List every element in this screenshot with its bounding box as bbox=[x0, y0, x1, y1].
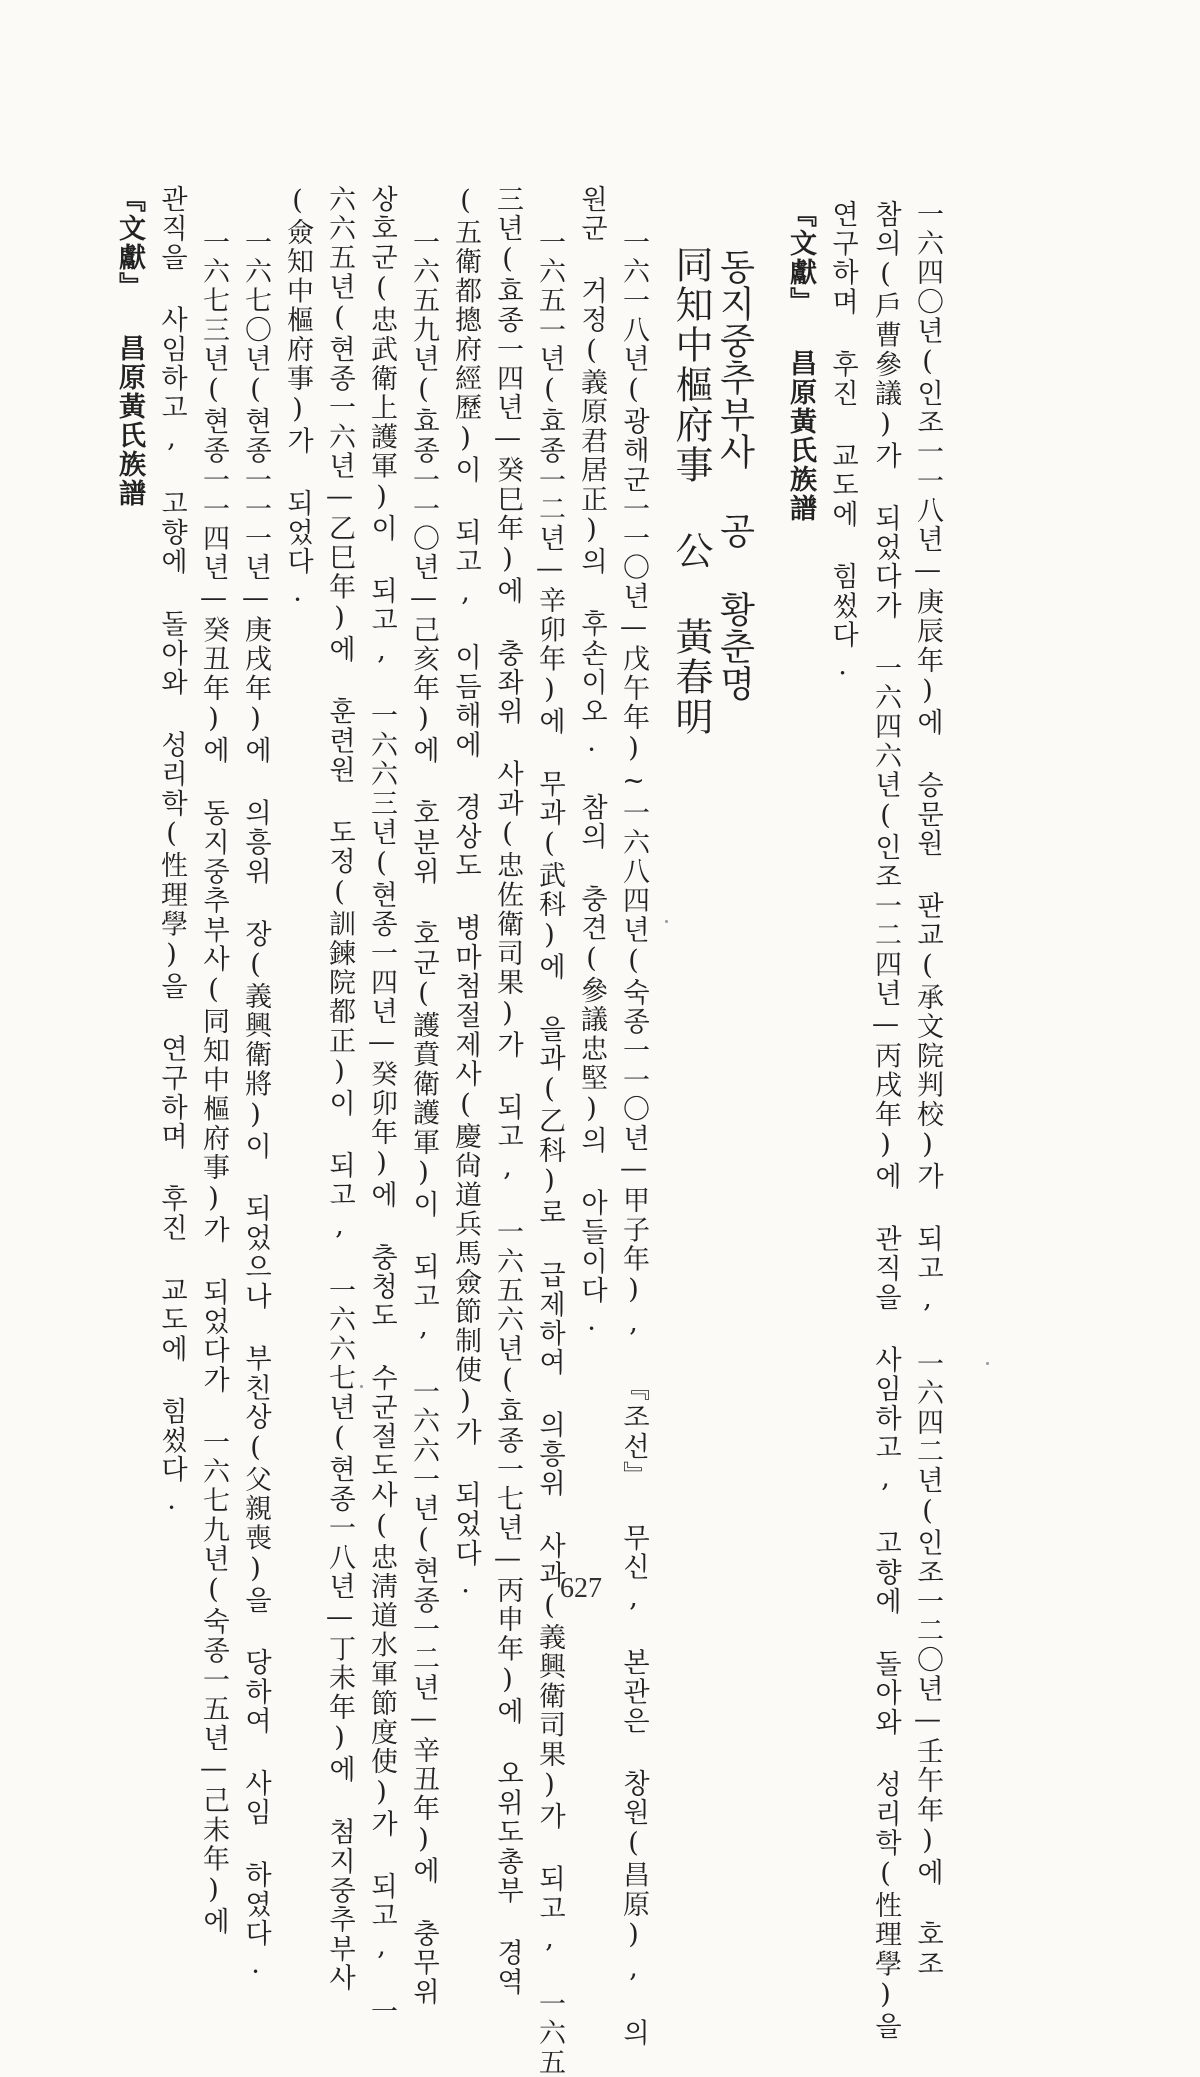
column-7: 一六一八년(광해군一一〇년—戊午年)~一六八四년(숙종一一〇년—甲子年), 『조선』 무신, 본관은 창원(昌原), 의 bbox=[618, 228, 649, 2048]
scan-speck bbox=[986, 1362, 989, 1365]
section-title-korean: 동지중추부사 공 황춘명 bbox=[714, 248, 755, 702]
column-2: 참의(戶曹參議)가 되었다가 一六四六년(인조一二四년—丙戌年)에 관직을 사임하고, 고향에 돌아와 성리학(性理學)을 bbox=[870, 200, 901, 2042]
column-9: 一六五一년(효종一二년—辛卯年)에 무과(武科)에 을과(乙科)로 급제하여 의흥위 사과(義興衛司果)가 되고, 一六五 bbox=[534, 228, 565, 2077]
page-number: 627 bbox=[560, 1573, 602, 1604]
column-17: 一六七三년(현종一一四년—癸丑年)에 동지중추부사(同知中樞府事)가 되었다가 一六七九년(숙종一五년—己未年)에 bbox=[198, 228, 229, 1937]
source-citation-2: 『文獻』 昌原黃氏族譜 bbox=[114, 185, 145, 508]
source-citation-1: 『文獻』 昌原黃氏族譜 bbox=[785, 200, 816, 523]
scan-speck bbox=[665, 920, 668, 923]
column-3: 연구하며 후진 교도에 힘썼다. bbox=[827, 200, 858, 684]
section-title-hanja: 同知中樞府事 公 黃春明 bbox=[669, 245, 713, 737]
scan-speck bbox=[360, 1385, 363, 1388]
column-1: 一六四〇년(인조一一八년—庚辰年)에 승문원 판교(承文院判校)가 되고, 一六四二년(인조一二〇년—壬午年)에 호조 bbox=[912, 200, 943, 1979]
column-18: 관직을 사임하고, 고향에 돌아와 성리학(性理學)을 연구하며 후진 교도에 힘썼다. bbox=[156, 185, 187, 1518]
column-11: (五衛都摠府經歷)이 되고, 이듬해에 경상도 병마첨절제사(慶尙道兵馬僉節制使)가 되었다. bbox=[450, 185, 481, 1602]
column-14: 六六五년(현종一六년—乙巳年)에 훈련원 도정(訓鍊院都正)이 되고, 一六六七년(현종一八년—丁未年)에 첨지중추부사 bbox=[324, 185, 355, 1993]
column-13: 상호군(忠武衛上護軍)이 되고, 一六六三년(현종一四년—癸卯年)에 충청도 수군절도사(忠淸道水軍節度使)가 되고, 一 bbox=[366, 185, 397, 2027]
column-8: 원군 거정(義原君居正)의 후손이오. 참의 충견(參議忠堅)의 아들이다. bbox=[576, 185, 607, 1339]
column-12: 一六五九년(효종一一〇년—己亥年)에 호분위 호군(護賁衛護軍)이 되고, 一六六一년(현종一二년—辛丑年)에 충무위 bbox=[408, 228, 439, 2007]
column-10: 三년(효종一四년—癸巳年)에 충좌위 사과(忠佐衛司果)가 되고, 一六五六년(효종一七년—丙申年)에 오위도총부 경역 bbox=[492, 185, 523, 1997]
column-15: (僉知中樞府事)가 되었다. bbox=[282, 185, 313, 610]
column-16: 一六七〇년(현종一一一년—庚戌年)에 의흥위 장(義興衛將)이 되었으나 부친상(父親喪)을 당하여 사임 하였다. bbox=[240, 228, 271, 1982]
